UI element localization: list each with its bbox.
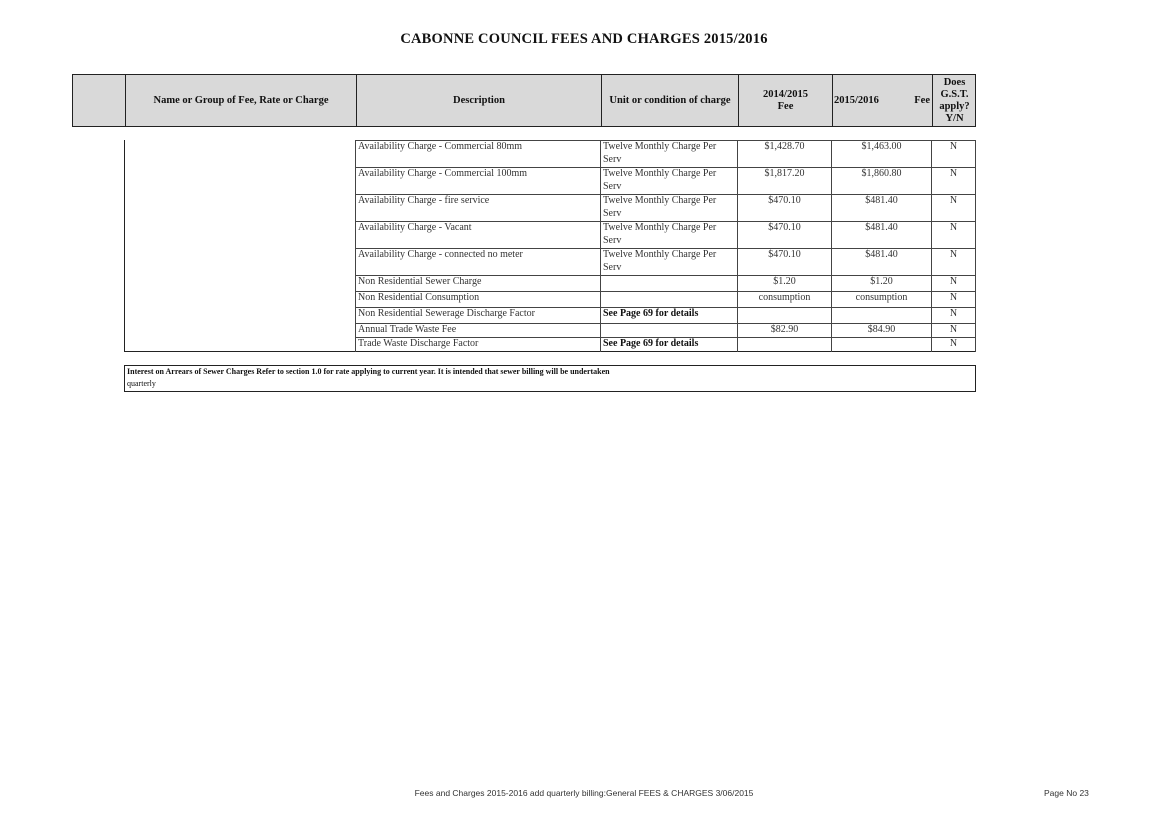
row-description: Availability Charge - Commercial 100mm [355, 168, 600, 195]
interest-note [124, 365, 976, 392]
row-unit: Twelve Monthly Charge Per Serv [600, 249, 737, 276]
name-column-rule [124, 140, 125, 352]
row-unit: Twelve Monthly Charge Per Serv [600, 168, 737, 195]
row-gst: N [931, 141, 976, 168]
row-unit [600, 276, 737, 292]
row-fee-2015 [831, 308, 931, 324]
row-description: Availability Charge - Commercial 80mm [355, 141, 600, 168]
row-fee-2014: $470.10 [737, 222, 831, 249]
row-fee-2014: $470.10 [737, 249, 831, 276]
table-row [355, 140, 976, 167]
table-header [72, 74, 976, 127]
footer-page-number: Page No 23 [1044, 788, 1089, 798]
row-description: Availability Charge - fire service [355, 195, 600, 222]
row-fee-2015: $84.90 [831, 324, 931, 338]
row-unit: See Page 69 for details [600, 308, 737, 324]
row-description: Annual Trade Waste Fee [355, 324, 600, 338]
header-description: Description [356, 75, 601, 126]
table-row [355, 194, 976, 221]
row-gst: N [931, 338, 976, 352]
row-fee-2015: $1,463.00 [831, 141, 931, 168]
header-gst-line4: Y/N [945, 112, 964, 124]
note-text: Interest on Arrears of Sewer Charges Refer to section 1.0 for rate applying to current year. It is intended that sewer billing will be undertaken [127, 367, 610, 376]
row-gst: N [931, 276, 976, 292]
row-unit: See Page 69 for details [600, 338, 737, 352]
row-fee-2015: $481.40 [831, 249, 931, 276]
row-unit: Twelve Monthly Charge Per Serv [600, 141, 737, 168]
header-gst [932, 75, 976, 126]
header-fee-2015-label: Fee [914, 94, 930, 106]
table-row [355, 307, 976, 323]
note-continuation: quarterly [127, 379, 156, 388]
page-title: CABONNE COUNCIL FEES AND CHARGES 2015/2016 [400, 31, 768, 47]
row-gst: N [931, 249, 976, 276]
row-gst: N [931, 222, 976, 249]
row-fee-2015: $1,860.80 [831, 168, 931, 195]
header-gst-line3: apply? [939, 100, 970, 112]
row-description: Availability Charge - Vacant [355, 222, 600, 249]
row-description: Non Residential Sewer Charge [355, 276, 600, 292]
row-fee-2014 [737, 308, 831, 324]
table-row [355, 167, 976, 194]
row-fee-2014: $1,428.70 [737, 141, 831, 168]
row-gst: N [931, 324, 976, 338]
row-unit [600, 324, 737, 338]
footer-file-info: Fees and Charges 2015-2016 add quarterly billing:General FEES & CHARGES 3/06/2015 [414, 788, 754, 798]
row-fee-2014: $1.20 [737, 276, 831, 292]
row-description: Availability Charge - connected no meter [355, 249, 600, 276]
header-fee-2014 [738, 75, 832, 126]
row-description: Trade Waste Discharge Factor [355, 338, 600, 352]
row-unit: Twelve Monthly Charge Per Serv [600, 195, 737, 222]
row-fee-2015: $481.40 [831, 222, 931, 249]
row-fee-2015: $1.20 [831, 276, 931, 292]
header-fee-2014-label: Fee [777, 100, 794, 112]
row-fee-2014: $1,817.20 [737, 168, 831, 195]
header-fee-2015-year: 2015/2016 [834, 94, 879, 106]
row-unit [600, 292, 737, 308]
row-description: Non Residential Sewerage Discharge Factor [355, 308, 600, 324]
header-fee-2014-year: 2014/2015 [763, 88, 808, 100]
row-fee-2014: consumption [737, 292, 831, 308]
table-row [355, 291, 976, 307]
header-gst-line2: G.S.T. [940, 88, 969, 100]
table-row [355, 323, 976, 337]
row-fee-2015 [831, 338, 931, 352]
header-fee-2015 [832, 75, 932, 126]
table-row [355, 221, 976, 248]
row-gst: N [931, 292, 976, 308]
header-name: Name or Group of Fee, Rate or Charge [125, 75, 356, 126]
row-gst: N [931, 308, 976, 324]
table-row [355, 275, 976, 291]
row-unit: Twelve Monthly Charge Per Serv [600, 222, 737, 249]
row-fee-2014 [737, 338, 831, 352]
row-gst: N [931, 168, 976, 195]
header-blank-cell [73, 75, 125, 126]
header-gst-line1: Does [943, 76, 966, 88]
row-fee-2015: $481.40 [831, 195, 931, 222]
row-description: Non Residential Consumption [355, 292, 600, 308]
row-fee-2014: $470.10 [737, 195, 831, 222]
row-fee-2014: $82.90 [737, 324, 831, 338]
table-row [355, 337, 976, 351]
table-row [355, 248, 976, 275]
row-fee-2015: consumption [831, 292, 931, 308]
header-unit: Unit or condition of charge [601, 75, 738, 126]
row-gst: N [931, 195, 976, 222]
